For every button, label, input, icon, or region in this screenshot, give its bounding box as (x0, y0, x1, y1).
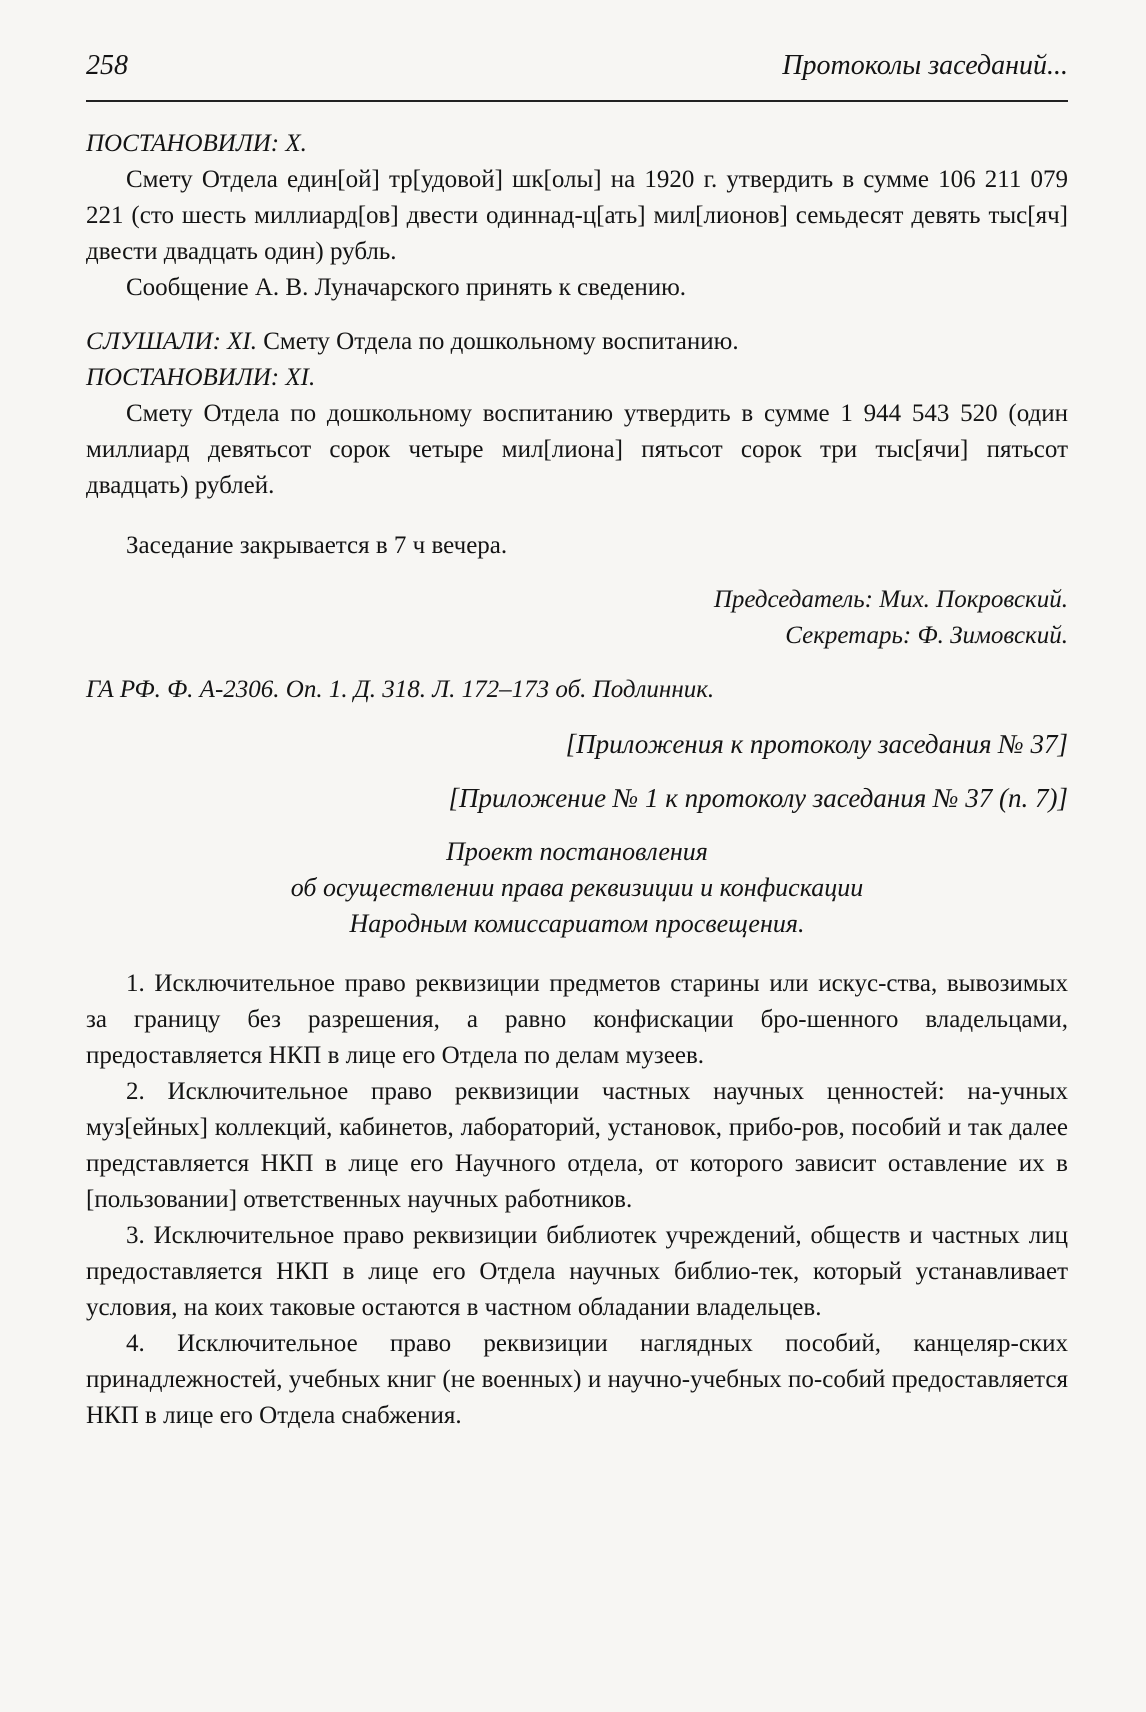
appendix-item-2: 2. Исключительное право реквизиции частных научных ценностей: на-учных муз[ейных] коллекций, кабинетов, лабораторий, установок, прибо-ров, пособий и так далее представляется НКП в лице его Научного отдела, от которого зависит оставление их в [пользовании] ответственных научных работников. (86, 1078, 1068, 1213)
page-number: 258 (86, 50, 128, 81)
appendix-item-4: 4. Исключительное право реквизиции наглядных пособий, канцеляр-ских принадлежностей, учебных книг (не военных) и научно-учебных по-собий предоставляется НКП в лице его Отдела снабжения. (86, 1330, 1068, 1429)
section-x-text2: Сообщение А. В. Луначарского принять к сведению. (126, 274, 687, 301)
closing-text: Заседание закрывается в 7 ч вечера. (126, 532, 508, 559)
draft-title-line2: об осуществлении права реквизиции и конфискации (290, 873, 864, 902)
running-title: Протоколы заседаний... (782, 50, 1068, 81)
section-x-heading: ПОСТАНОВИЛИ: X. (86, 130, 307, 157)
section-xi-heard (86, 324, 1068, 360)
section-xi-heard-text: Смету Отдела по дошкольному воспитанию. (263, 328, 739, 355)
attachments-title: [Приложения к протоколу заседания № 37] (565, 729, 1068, 759)
section-xi-decided-label: ПОСТАНОВИЛИ: XI. (86, 364, 316, 391)
secretary-signature: Секретарь: Ф. Зимовский. (785, 622, 1068, 649)
appendix1-title: [Приложение № 1 к протоколу заседания № 37 (п. 7)] (448, 783, 1068, 813)
appendix-item-1: 1. Исключительное право реквизиции предметов старины или искус-ства, вывозимых за границу без разрешения, а равно конфискации бро-шенного владельцами, предоставляется НКП в лице его Отдела по делам музеев. (86, 970, 1068, 1069)
draft-title-line3: Народным комиссариатом просвещения. (349, 909, 805, 938)
section-x-text1: Смету Отдела един[ой] тр[удовой] шк[олы] на 1920 г. утвердить в сумме 106 211 079 221 (сто шесть миллиард[ов] двести одиннад-ц[ать] мил[лионов] семьдесят девять тыс[яч] двести двадцать один) рубль. (86, 166, 1068, 265)
page-content (86, 126, 1068, 1434)
section-xi-decided-text: Смету Отдела по дошкольному воспитанию утвердить в сумме 1 944 543 520 (один миллиард девятьсот сорок четыре мил[лиона] пятьсот сорок три тыс[ячи] пятьсот двадцать) рублей. (86, 400, 1068, 499)
appendix-item-3: 3. Исключительное право реквизиции библиотек учреждений, обществ и частных лиц предоставляется НКП в лице его Отдела научных библио-тек, который устанавливает условия, на коих таковые остаются в частном обладании владельцев. (86, 1222, 1068, 1321)
archive-source: ГА РФ. Ф. А-2306. Оп. 1. Д. 318. Л. 172–173 об. Подлинник. (86, 676, 715, 703)
page-header (86, 44, 1068, 102)
section-xi-heard-label: СЛУШАЛИ: XI. (86, 328, 257, 355)
chairman-signature: Председатель: Мих. Покровский. (713, 586, 1068, 613)
draft-title-line1: Проект постановления (446, 837, 708, 866)
